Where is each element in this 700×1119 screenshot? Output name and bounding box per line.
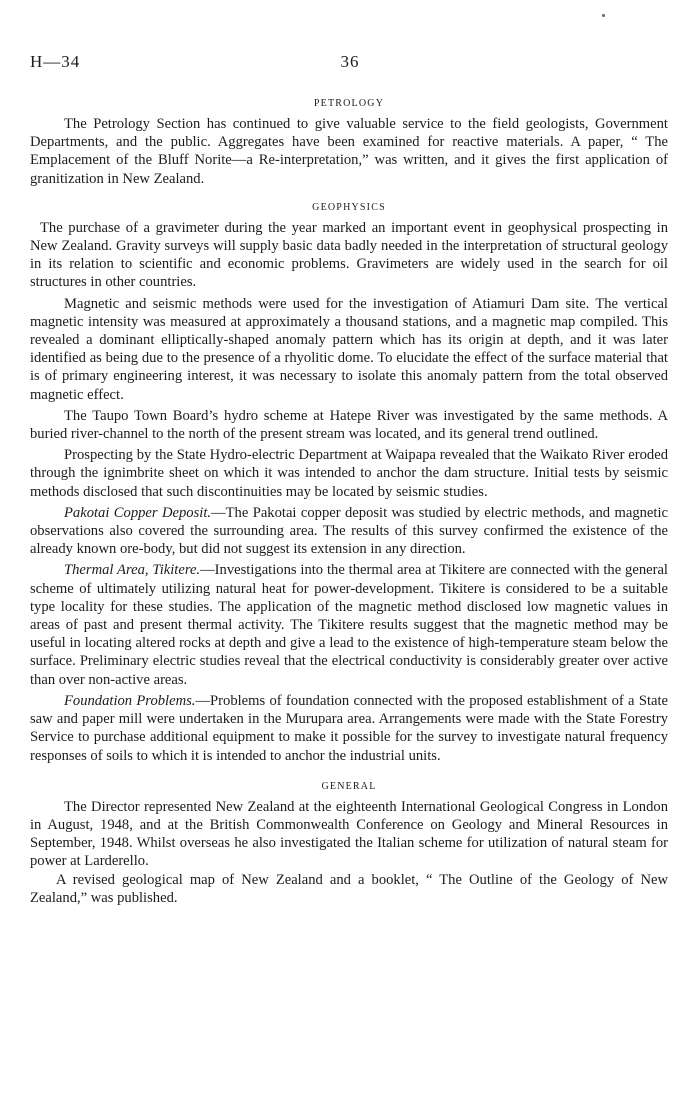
paragraph-lead: Foundation Problems. — [64, 692, 196, 709]
paragraph-lead: Pakotai Copper Deposit. — [64, 504, 212, 521]
paragraph: Magnetic and seismic methods were used for the investigation of Atiamuri Dam site. The vertical magnetic intensity was measured at approximately a thousand stations, and a magnetic map compiled. This revealed a dominant elliptically-shaped anomaly pattern which has its origin at depth, and it was later identified as being due to the presence of a rhyolitic dome. To elucidate the effect of the surface material that is of primary engineering interest, it was necessary to isolate this anomaly pattern from the total observed magnetic effect. — [30, 295, 668, 403]
paragraph: The Petrology Section has continued to give valuable service to the field geologists, Government Departments, and the public. Aggregates have been examined for reactive materials. A paper, “ The Emplacement of the Bluff Norite—a Re-interpretation,” was written, and it gives the first application of granitization in New Zealand. — [30, 116, 668, 187]
paragraph-text: —The Pakotai copper deposit was studied by electric methods, and magnetic observations also covered the surrounding area. The results of this survey confirmed the existence of the already known ore-body, but did not suggest its extension in any direction. — [30, 504, 668, 558]
section-heading: GEOPHYSICS — [312, 201, 386, 213]
speck — [602, 14, 605, 17]
report-code: H—34 — [30, 52, 81, 71]
section-petrology — [30, 98, 668, 188]
paragraph-lead: Thermal Area, Tikitere. — [64, 562, 201, 579]
paragraph: The Taupo Town Board’s hydro scheme at Hatepe River was investigated by the same methods. A buried river-channel to the north of the present stream was located, and its general trend outlined. — [30, 407, 668, 443]
section-heading: PETROLOGY — [313, 98, 385, 109]
paragraph: The Director represented New Zealand at the eighteenth International Geological Congress in London in August, 1948, and at the British Commonwealth Conference on Geology and Mineral Resources in September, 1948. Whilst overseas he also investigated the Italian scheme for utilization of natural steam for power at Larderello. — [30, 798, 668, 870]
paragraph: Prospecting by the State Hydro-electric Department at Waipapa revealed that the Waikato River eroded through the ignimbrite sheet on which it was intended to anchor the dam structure. Initial tests by seismic methods disclosed that such discontinuities may be located by seismic studies. — [30, 447, 668, 500]
page-number: 36 — [340, 52, 360, 71]
paragraph: A revised geological map of New Zealand and a booklet, “ The Outline of the Geology of New Zealand,” was published. — [30, 871, 668, 906]
paragraph-text: —Problems of foundation connected with the proposed establishment of a State saw and paper mill were undertaken in the Murupara area. Arrangements were made with the State Forestry Service to purchase additional equipment to make it possible for the survey to investigate natural frequency responses of soils to which it is intended to anchor the industrial units. — [30, 692, 669, 764]
paragraph — [30, 561, 668, 688]
paragraph-text: —Investigations into the thermal area at Tikitere are connected with the general scheme of ultimately utilizing natural heat for power-development. Tikitere is considered to be a suitable type locality for these studies. The application of the magnetic method disclosed low magnetic values in areas of past and present thermal activity. The Tikitere results suggest that the magnetic method may be useful in locating altered rocks at depth and give a lead to the existence of high-temperature steam below the surface. Preliminary electric studies reveal that the electrical conductivity is considerably greater over active than over non-active areas. — [30, 562, 668, 688]
paragraph: The purchase of a gravimeter during the year marked an important event in geophysical prospecting in New Zealand. Gravity surveys will supply basic data badly needed in the interpretation of structural geology in its relation to scientific and economic problems. Gravimeters are widely used in the search for oil structures in other countries. — [30, 219, 668, 291]
paragraph — [30, 504, 668, 559]
section-general — [30, 781, 668, 907]
paragraph — [30, 692, 668, 765]
section-geophysics — [30, 202, 668, 765]
page-body — [30, 98, 668, 907]
section-heading: GENERAL — [321, 780, 377, 792]
